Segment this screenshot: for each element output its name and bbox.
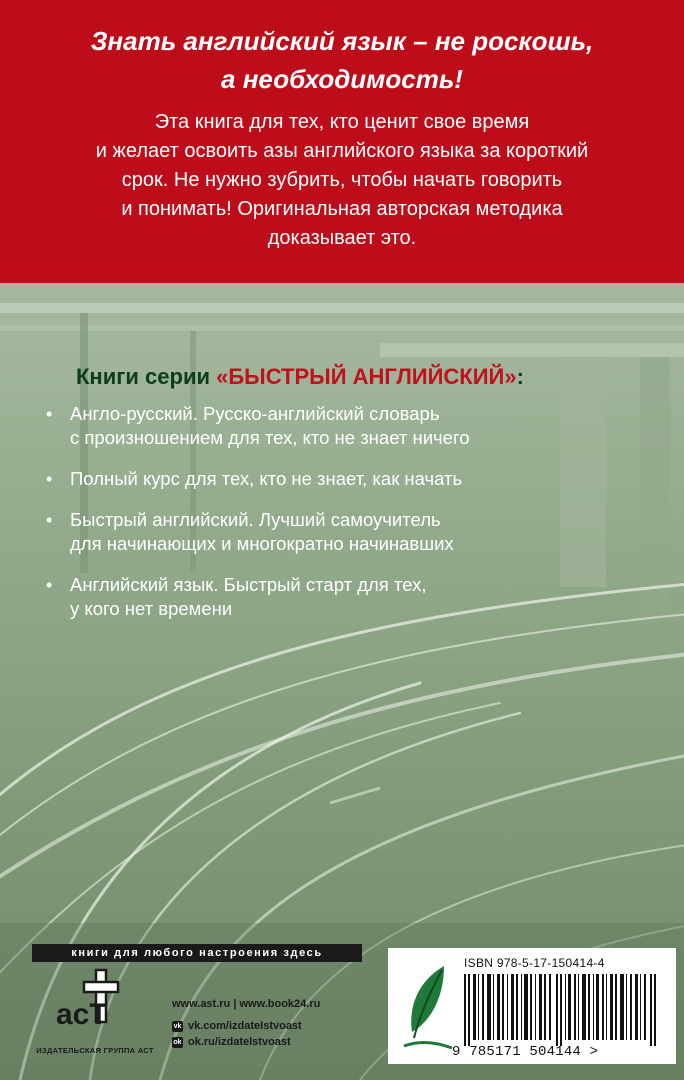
bullet-icon: • bbox=[46, 469, 53, 489]
publisher-links bbox=[172, 996, 372, 1050]
intro-text bbox=[0, 108, 684, 253]
vk-link[interactable]: vk.com/izdatelstvoast bbox=[188, 1020, 302, 1032]
ok-icon: ok bbox=[173, 1038, 182, 1046]
headline-line: Знать английский язык – не роскошь, bbox=[90, 26, 594, 56]
bullet-icon: • bbox=[46, 404, 53, 424]
list-item bbox=[46, 573, 646, 621]
book-title-line: для начинающих и многократно начинавших bbox=[70, 533, 454, 554]
headline-line: а необходимость! bbox=[221, 64, 463, 94]
series-name: «БЫСТРЫЙ АНГЛИЙСКИЙ» bbox=[216, 364, 517, 389]
red-header-band bbox=[0, 0, 684, 283]
book-title-line: Быстрый английский. Лучший самоучитель bbox=[70, 509, 441, 530]
series-title bbox=[76, 364, 636, 390]
websites-link[interactable]: www.ast.ru | www.book24.ru bbox=[172, 998, 321, 1010]
intro-line: и понимать! Оригинальная авторская методика bbox=[121, 198, 563, 220]
ok-link-row[interactable] bbox=[172, 1034, 372, 1050]
book-title-line: у кого нет времени bbox=[70, 598, 233, 619]
intro-line: доказывает это. bbox=[267, 227, 417, 249]
publisher-caption: ИЗДАТЕЛЬСКАЯ ГРУППА АСТ bbox=[36, 1046, 154, 1055]
isbn-text: ISBN 978-5-17-150414-4 bbox=[464, 956, 605, 970]
intro-line: срок. Не нужно зубрить, чтобы начать говорить bbox=[121, 169, 563, 191]
book-list bbox=[46, 402, 646, 638]
publisher-logo-text: acT bbox=[56, 998, 108, 1031]
book-title-line: Англо-русский. Русско-английский словарь bbox=[70, 403, 440, 424]
book-title-line: с произношением для тех, кто не знает ничего bbox=[70, 427, 470, 448]
intro-line: и желает освоить азы английского языка за короткий bbox=[95, 140, 589, 162]
bullet-icon: • bbox=[46, 510, 53, 530]
book-title-line: Английский язык. Быстрый старт для тех, bbox=[70, 574, 427, 595]
list-item bbox=[46, 402, 646, 450]
barcode-digits: 9 785171 504144 > bbox=[452, 1044, 599, 1060]
series-title-suffix: : bbox=[516, 364, 524, 389]
bullet-icon: • bbox=[46, 575, 53, 595]
barcode-icon bbox=[464, 974, 664, 1046]
tagline-bar: книги для любого настроения здесь bbox=[32, 944, 362, 962]
intro-line: Эта книга для тех, кто ценит свое время bbox=[154, 111, 530, 133]
leaf-quill-logo-icon bbox=[400, 962, 456, 1052]
list-item bbox=[46, 467, 646, 491]
ast-logo-icon bbox=[52, 968, 122, 1038]
ok-link[interactable]: ok.ru/izdatelstvoast bbox=[188, 1036, 291, 1048]
vk-link-row[interactable] bbox=[172, 1018, 372, 1034]
list-item bbox=[46, 508, 646, 556]
barcode-panel bbox=[388, 948, 676, 1064]
series-title-prefix: Книги серии bbox=[76, 364, 217, 389]
vk-icon: vk bbox=[173, 1022, 182, 1030]
headline bbox=[0, 22, 684, 98]
book-title-line: Полный курс для тех, кто не знает, как начать bbox=[70, 468, 463, 489]
